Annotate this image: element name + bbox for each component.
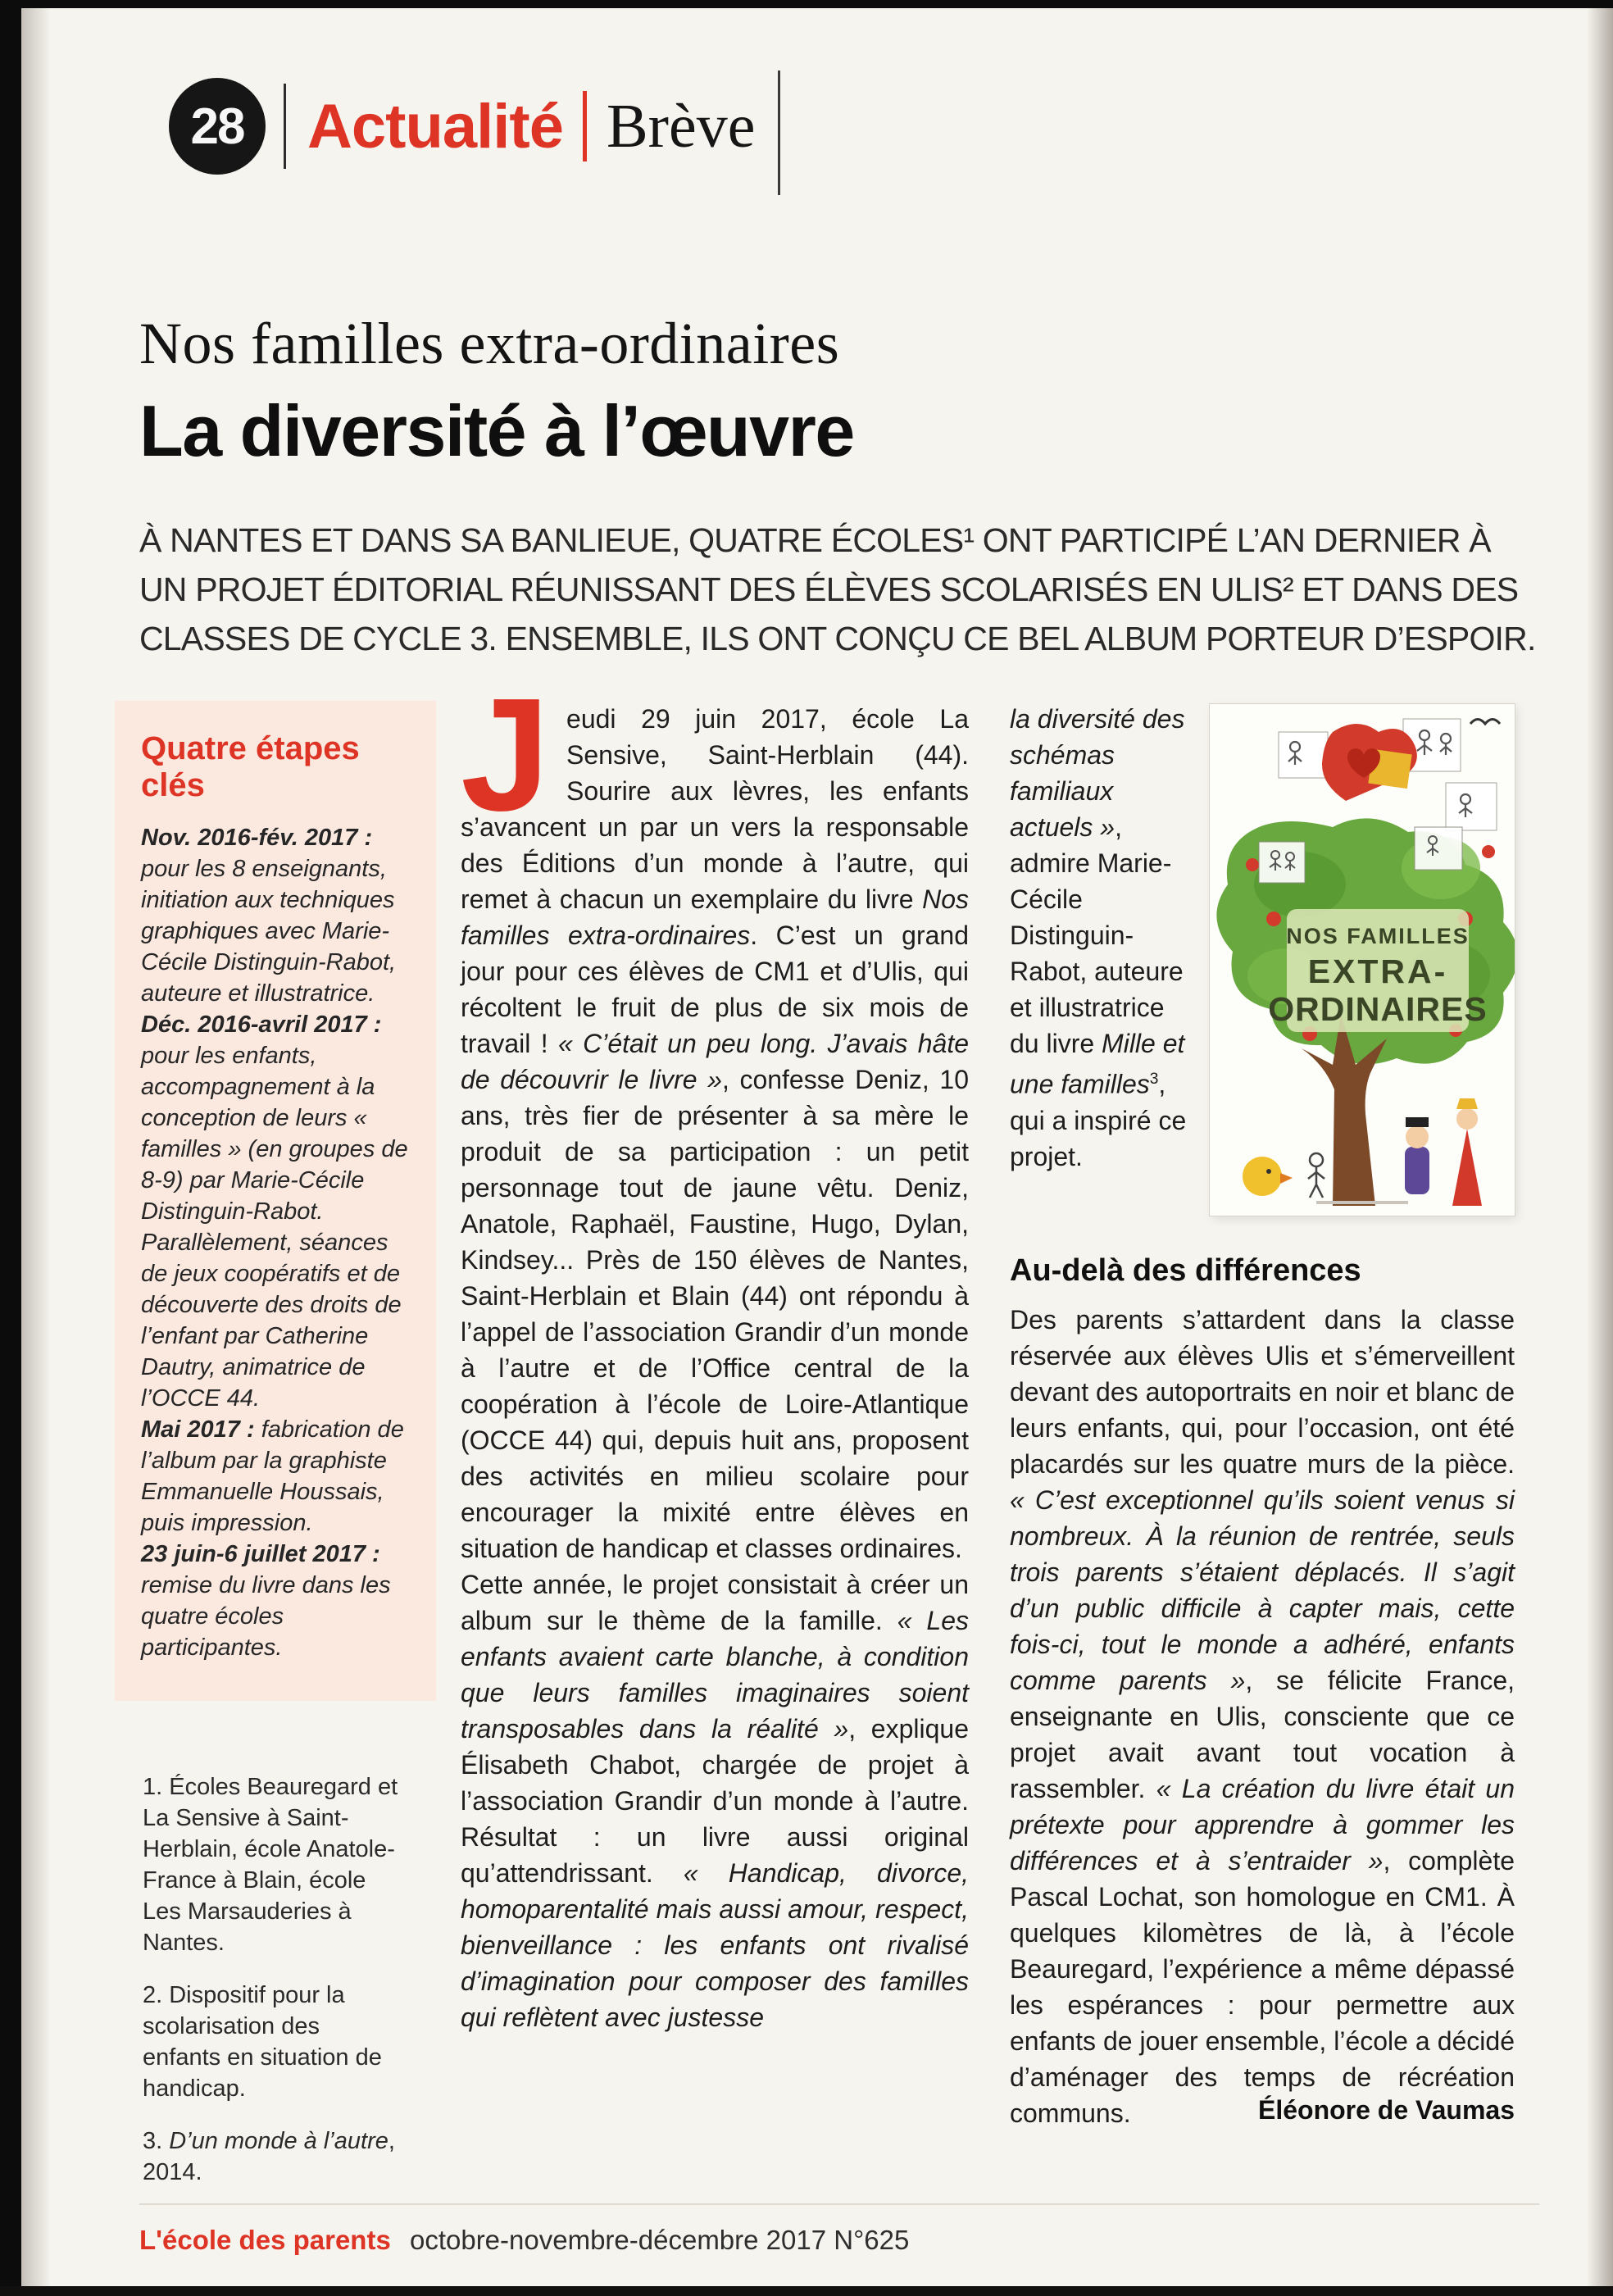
left-column bbox=[115, 701, 436, 2188]
article-title: La diversité à l’œuvre bbox=[139, 390, 854, 471]
section-label: Actualité bbox=[307, 91, 563, 161]
key-step-1 bbox=[141, 822, 411, 1009]
article-columns bbox=[139, 665, 1539, 2188]
paragraph-3: Des parents s’attardent dans la classe réservée aux élèves Ulis et s’émerveillent devant des autoportraits en noir et blanc de leurs enfants, qui, pour l’occasion, ont été placardés sur les quatre murs de la pièce. « C’est exceptionnel qu’ils soient venus si nombreux. À la réunion de rentrée, seuls trois parents s’étaient déplacés. Il s’agit d’un public difficile à capter mais, cette fois-ci, tout le monde a adhéré, enfants comme parents », se félicite France, enseignante en Ulis, consciente que ce projet avait avant tout vocation à rassembler. « La création du livre était un prétexte pour apprendre à gommer les différences et à s’entraider », complète Pascal Lochat, son homologue en CM1. À quelques kilomètres de là, à l’école Beauregard, l’expérience a même dépassé les espérances : pour permettre aux enfants de jouer ensemble, l’école a décidé d’aménager des temps de récréation communs. bbox=[1010, 1305, 1515, 2128]
cover-publisher-line bbox=[1316, 1201, 1408, 1204]
book-cover-art bbox=[1210, 704, 1515, 1216]
scan-edge-left-shadow bbox=[21, 0, 51, 2296]
cover-title-line2: EXTRA- bbox=[1307, 952, 1448, 990]
step-date: Nov. 2016-fév. 2017 : bbox=[141, 825, 373, 851]
article-kicker: Nos familles extra-ordinaires bbox=[139, 311, 840, 376]
byline: Éléonore de Vaumas bbox=[1257, 2095, 1515, 2125]
step-date: 23 juin-6 juillet 2017 : bbox=[141, 1541, 380, 1567]
header-divider-tall bbox=[778, 70, 780, 195]
page-footer bbox=[139, 2203, 1539, 2256]
issue-info: octobre-novembre-décembre 2017 N°625 bbox=[409, 2225, 910, 2255]
step-date: Déc. 2016-avril 2017 : bbox=[141, 1012, 382, 1038]
drop-cap: J bbox=[461, 665, 551, 844]
paragraph-2: Cette année, le projet consistait à créer un album sur le thème de la famille. « Les enfants avaient carte blanche, à condition que leurs familles imaginaires soient transposables dans la réalité », explique Élisabeth Chabot, chargée de projet à l’association Grandir d’un monde à l’autre. Résultat : un livre aussi original qu’attendrissant. « Handicap, divorce, homoparentalité mais aussi amour, respect, bienveillance : les enfants ont rivalisé d’imagination pour composer des familles qui reflètent avec justesse bbox=[461, 1570, 970, 2032]
step-text: pour les enfants, accompagnement à la conception de leurs « familles » (en groupes de 8-9) par Marie-Cécile Distinguin-Rabot. Parallèlement, séances de jeux coopératifs et de découverte des droits de l’enfant par Catherine Dautry, animatrice de l’OCCE 44. bbox=[141, 1043, 408, 1412]
footnote-1: 1. Écoles Beauregard et La Sensive à Saint-Herblain, école Anatole-France à Blain, école Les Marsauderies à Nantes. bbox=[143, 1774, 398, 1956]
key-steps-title: Quatre étapes clés bbox=[141, 730, 360, 803]
magazine-name: L'école des parents bbox=[139, 2225, 391, 2255]
header-divider-red bbox=[583, 91, 587, 161]
subsection-label: Brève bbox=[606, 91, 756, 161]
scan-edge-left bbox=[0, 0, 21, 2296]
footnotes bbox=[143, 1771, 398, 2188]
footnote-2: 2. Dispositif pour la scolarisation des enfants en situation de handicap. bbox=[143, 1982, 382, 2102]
key-step-4 bbox=[141, 1539, 411, 1663]
main-column bbox=[461, 665, 970, 2035]
cover-title-line3: ORDINAIRES bbox=[1268, 990, 1488, 1028]
step-text: remise du livre dans les quatre écoles participantes. bbox=[141, 1572, 391, 1661]
paragraph-continuation: la diversité des schémas familiaux actuels », admire Marie-Cécile Distinguin-Rabot, auteure et illustratrice du livre Mille et une familles$^3$, qui a inspiré ce projet. bbox=[1010, 704, 1187, 1171]
page-header bbox=[169, 0, 1539, 189]
book-cover bbox=[1210, 704, 1515, 1216]
key-step-3 bbox=[141, 1414, 411, 1539]
header-divider-dark bbox=[284, 84, 286, 169]
scan-edge-top bbox=[0, 0, 1613, 8]
key-steps-box bbox=[115, 701, 436, 1701]
cover-title-line1: NOS FAMILLES bbox=[1286, 924, 1470, 948]
scan-edge-bottom bbox=[0, 2286, 1613, 2296]
step-text: fabrication de l’album par la graphiste Emmanuelle Houssais, puis impression. bbox=[141, 1416, 404, 1536]
right-column bbox=[1010, 701, 1515, 2126]
scan-edge-right bbox=[1587, 0, 1613, 2296]
paragraph-1: eudi 29 juin 2017, école La Sensive, Saint-Herblain (44). Sourire aux lèvres, les enfants s’avancent un par un vers la responsable des Éditions d’un monde à l’autre, qui remet à chacun un exemplaire du livre Nos familles extra-ordinaires. C’est un grand jour pour ces élèves de CM1 et d’Ulis, qui récoltent le fruit de plus de six mois de travail ! « C’était un peu long. J’avais hâte de découvrir le livre », confesse Deniz, 10 ans, très fier de présenter à sa mère le produit de sa participation : un petit personnage tout de jaune vêtu. Deniz, Anatole, Raphaël, Faustine, Hugo, Dylan, Kindsey... Près de 150 élèves de Nantes, Saint-Herblain et Blain (44) ont répondu à l’appel de l’association Grandir d’un monde à l’autre et de l’Office central de la coopération à l’école de Loire-Atlantique (OCCE 44) qui, depuis huit ans, proposent des activités en milieu scolaire pour encourager la mixité entre élèves en situation de handicap et classes ordinaires. bbox=[461, 704, 970, 1563]
footnote-3: 3. D’un monde à l’autre, 2014. bbox=[143, 2128, 395, 2185]
standfirst: À NANTES ET DANS SA BANLIEUE, QUATRE ÉCOLES¹ ONT PARTICIPÉ L’AN DERNIER À UN PROJET ÉDITORIAL RÉUNISSANT DES ÉLÈVES SCOLARISÉS EN ULIS² ET DANS DES CLASSES DE CYCLE 3. ENSEMBLE, ILS ONT CONÇU CE BEL ALBUM PORTEUR D’ESPOIR. bbox=[139, 521, 1536, 657]
subheading: Au-delà des différences bbox=[1010, 1253, 1361, 1288]
step-text: pour les 8 enseignants, initiation aux techniques graphiques avec Marie-Cécile Distinguin-Rabot, auteure et illustratrice. bbox=[141, 856, 397, 1007]
key-step-2 bbox=[141, 1009, 411, 1414]
step-date: Mai 2017 : bbox=[141, 1416, 255, 1443]
page-number-badge bbox=[169, 78, 266, 175]
page-number: 28 bbox=[190, 98, 244, 155]
